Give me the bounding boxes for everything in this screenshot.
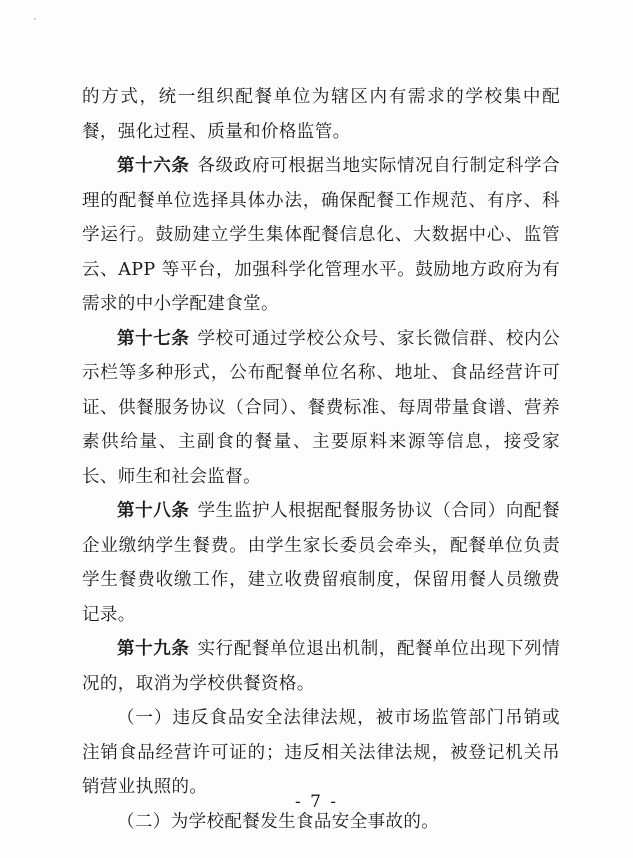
- article-heading: 第十七条: [117, 328, 190, 349]
- clause-text: （二）为学校配餐发生食品安全事故的。: [117, 811, 440, 832]
- article-text: 各级政府可根据当地实际情况自行制定科学合理的配餐单位选择具体办法，确保配餐工作规范、有序、科学运行。鼓励建立学生集体配餐信息化、大数据中心、监管云、APP 等平台，加强科学化管理水平。鼓励地方政府为有需求的中小学配建食堂。: [82, 156, 560, 314]
- clause-1: [82, 701, 560, 805]
- article-19: [82, 632, 560, 701]
- article-heading: 第十八条: [117, 501, 190, 521]
- article-17: [82, 322, 560, 495]
- scan-speck: [34, 18, 36, 20]
- article-text: 学校可通过学校公众号、家长微信群、校内公示栏等多种形式，公布配餐单位名称、地址、食品经营许可证、供餐服务协议（合同）、餐费标准、每周带量食谱、营养素供给量、主副食的餐量、主要原料来源等信息，接受家长、师生和社会监督。: [82, 328, 560, 487]
- document-body: [82, 80, 560, 839]
- paragraph-continuation: [82, 80, 560, 149]
- clause-text: （一）违反食品安全法律法规，被市场监管部门吊销或注销食品经营许可证的；违反相关法律法规，被登记机关吊销营业执照的。: [82, 708, 560, 797]
- article-heading: 第十九条: [117, 639, 190, 659]
- article-18: [82, 494, 560, 632]
- article-text: 实行配餐单位退出机制，配餐单位出现下列情况的，取消为学校供餐资格。: [82, 639, 560, 694]
- article-heading: 第十六条: [117, 156, 190, 176]
- paragraph-text: 的方式，统一组织配餐单位为辖区内有需求的学校集中配餐，强化过程、质量和价格监管。: [82, 87, 560, 142]
- article-text: 学生监护人根据配餐服务协议（合同）向配餐企业缴纳学生餐费。由学生家长委员会牵头，配餐单位负责学生餐费收缴工作，建立收费留痕制度，保留用餐人员缴费记录。: [82, 501, 560, 625]
- page-number: - 7 -: [294, 792, 339, 812]
- article-16: [82, 149, 560, 322]
